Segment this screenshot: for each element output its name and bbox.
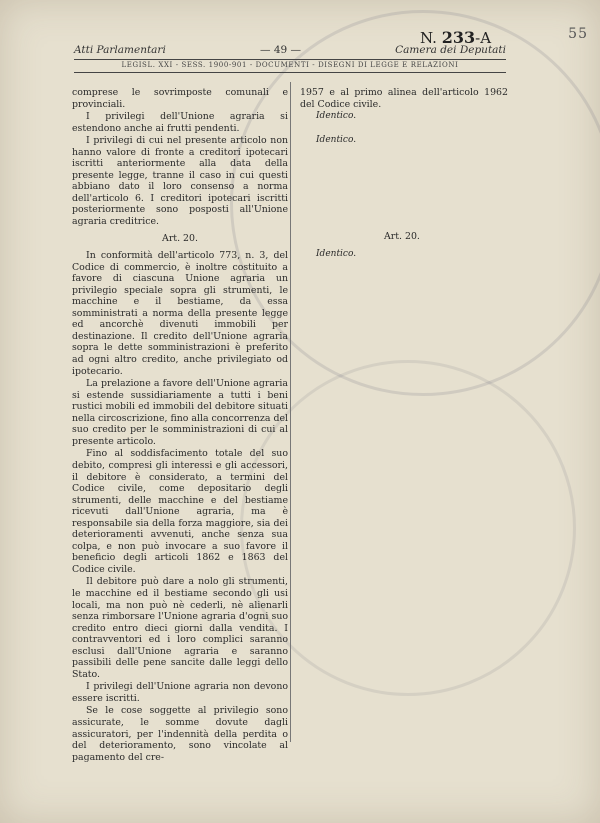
header-rule-bottom	[74, 72, 506, 73]
document-number-value: 233	[441, 28, 476, 47]
left-paragraph-6: Fino al soddisfacimento totale del suo debito, compresi gli interessi e gli accessori, il debitore è considerato, a termini del Codice civile, come depositario degli strumenti, delle macchine e del bestiame ricevuti dall'Unione agraria, ma è responsabile sia della forza maggiore, sia dei deterioramenti avvenuti, anche senza sua colpa, e non può invocare a suo favore il beneficio degli articoli 1862 e 1863 del Codice civile.	[72, 448, 288, 575]
header-right: Camera dei Deputati	[395, 44, 506, 56]
right-identico-1: Identico.	[316, 111, 357, 121]
header-left: Atti Parlamentari	[74, 44, 166, 56]
left-paragraph-5: La prelazione a favore dell'Unione agraria si estende sussidiariamente a tutti i beni rustici mobili ed immobili del debitore situati nella circoscrizione, fino alla concorrenza del suo credito per le somministrazioni di cui al presente articolo.	[72, 378, 288, 447]
left-paragraph-9: Se le cose soggette al privilegio sono assicurate, le somme dovute dagli assicuratori, per l'indennità della perdita o del deterioramento, sono vincolate al pagamento del cre-	[72, 705, 288, 763]
header-page-number: — 49 —	[260, 44, 302, 56]
right-identico-2: Identico.	[316, 135, 357, 145]
left-article-heading: Art. 20.	[162, 232, 198, 244]
header-rule-top	[74, 59, 506, 60]
header-subheader: LEGISL. XXI - SESS. 1900-901 - DOCUMENTI - DISEGNI DI LEGGE E RELAZIONI	[121, 61, 459, 69]
left-paragraph-7: Il debitore può dare a nolo gli strumenti, le macchine ed il bestiame secondo gli usi locali, ma non può nè cederli, nè alienarli senza rimborsare l'Unione agraria d'ogni suo credito entro dieci giorni dalla vendita. I contravventori ed i loro complici saranno esclusi dall'Unione agraria e saranno passibili delle pene sancite dalle leggi dello Stato.	[72, 576, 288, 680]
right-column	[300, 87, 508, 259]
page-number: 55	[568, 26, 588, 42]
left-paragraph-1: comprese le sovrimposte comunali e provinciali.	[72, 87, 288, 110]
running-header	[74, 44, 506, 60]
left-paragraph-4: In conformità dell'articolo 773, n. 3, del Codice di commercio, è inoltre costituito a favore di ciascuna Unione agraria un privilegio speciale sopra gli strumenti, le macchine e il bestiame, da essa somministrati a norma della presente legge ed ancorchè divenuti immobili per destinazione. Il credito dell'Unione agraria sopra le dette somministrazioni è preferito ad ogni altro credito, anche privilegiato od ipotecario.	[72, 250, 288, 377]
right-identico-3: Identico.	[316, 249, 357, 259]
document-number-suffix: -A	[475, 29, 492, 47]
column-divider	[290, 82, 291, 742]
left-column	[72, 87, 288, 764]
right-paragraph-1: 1957 e al primo alinea dell'articolo 1962 del Codice civile.	[300, 87, 508, 110]
document-number-prefix: N.	[420, 29, 437, 47]
right-article-heading: Art. 20.	[384, 231, 420, 242]
left-paragraph-2: I privilegi dell'Unione agraria si estendono anche ai frutti pendenti.	[72, 111, 288, 134]
left-paragraph-8: I privilegi dell'Unione agraria non devono essere iscritti.	[72, 681, 288, 704]
left-paragraph-3: I privilegi di cui nel presente articolo non hanno valore di fronte a creditori ipotecari iscritti anteriormente alla data della presente legge, tranne il caso in cui questi abbiano dato il loro consenso a norma dell'articolo 6. I creditori ipotecari iscritti posteriormente sono posposti all'Unione agraria creditrice.	[72, 135, 288, 228]
